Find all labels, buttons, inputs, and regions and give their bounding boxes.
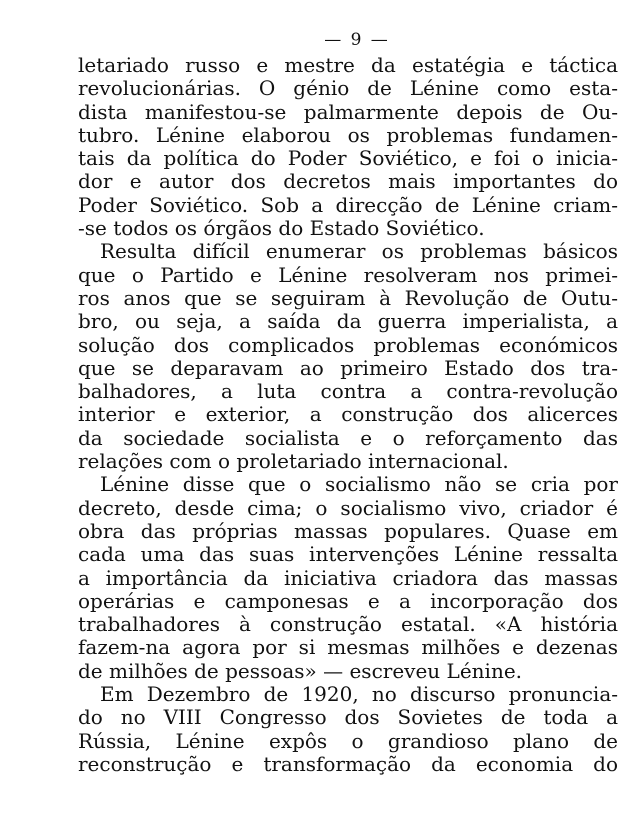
text-line: fazem-na agora por si mesmas milhões e dezenas: [78, 636, 618, 660]
text-line: a importância da iniciativa criadora das massas: [78, 566, 618, 590]
text-line: tais da política do Poder Soviético, e foi o inicia-: [78, 147, 618, 171]
text-line: Poder Soviético. Sob a direcção de Lénine criam-: [78, 193, 618, 217]
text-line: solução dos complicados problemas económicos: [78, 333, 618, 357]
text-line: cada uma das suas intervenções Lénine ressalta: [78, 543, 618, 567]
text-line: Rússia, Lénine expôs o grandioso plano de: [78, 729, 618, 753]
text-line: relações com o proletariado internacional.: [78, 450, 509, 474]
text-line: do no VIII Congresso dos Sovietes de toda a: [78, 706, 618, 730]
text-line: Lénine disse que o socialismo não se cria por: [100, 473, 618, 497]
text-line: balhadores, a luta contra a contra-revolução: [78, 380, 618, 404]
paragraph: [78, 683, 618, 776]
body-text: [78, 54, 618, 776]
text-line: Resulta difícil enumerar os problemas básicos: [100, 240, 618, 264]
paragraph: [78, 240, 618, 473]
text-line: trabalhadores à construção estatal. «A história: [78, 613, 618, 637]
text-line: dista manifestou-se palmarmente depois de Ou-: [78, 100, 618, 124]
text-line: reconstrução e transformação da economia do: [78, 752, 618, 776]
text-line: bro, ou seja, a saída da guerra imperialista, a: [78, 310, 618, 334]
text-line: decreto, desde cima; o socialismo vivo, criador é: [78, 496, 618, 520]
text-line: que o Partido e Lénine resolveram nos primei-: [78, 263, 618, 287]
text-line: Em Dezembro de 1920, no discurso pronuncia-: [100, 683, 618, 707]
text-line: letariado russo e mestre da estatégia e táctica: [78, 54, 618, 77]
paragraph: [78, 473, 618, 683]
text-line: interior e exterior, a construção dos alicerces: [78, 403, 618, 427]
text-line: de milhões de pessoas» — escreveu Lénine.: [78, 659, 523, 683]
text-line: operárias e camponesas e a incorporação dos: [78, 589, 618, 613]
text-line: -se todos os órgãos do Estado Soviético.: [78, 217, 485, 241]
text-line: que se deparavam ao primeiro Estado dos tra-: [78, 356, 618, 380]
text-line: obra das próprias massas populares. Quase em: [78, 519, 618, 543]
text-line: dor e autor dos decretos mais importantes do: [78, 170, 618, 194]
text-line: ros anos que se seguiram à Revolução de Outu-: [78, 286, 618, 310]
text-line: tubro. Lénine elaborou os problemas fundamen-: [78, 123, 618, 147]
text-line: da sociedade socialista e o reforçamento das: [78, 426, 618, 450]
page-number: — 9 —: [324, 30, 390, 50]
text-line: revolucionárias. O génio de Lénine como esta-: [78, 77, 618, 101]
paragraph: [78, 54, 618, 240]
